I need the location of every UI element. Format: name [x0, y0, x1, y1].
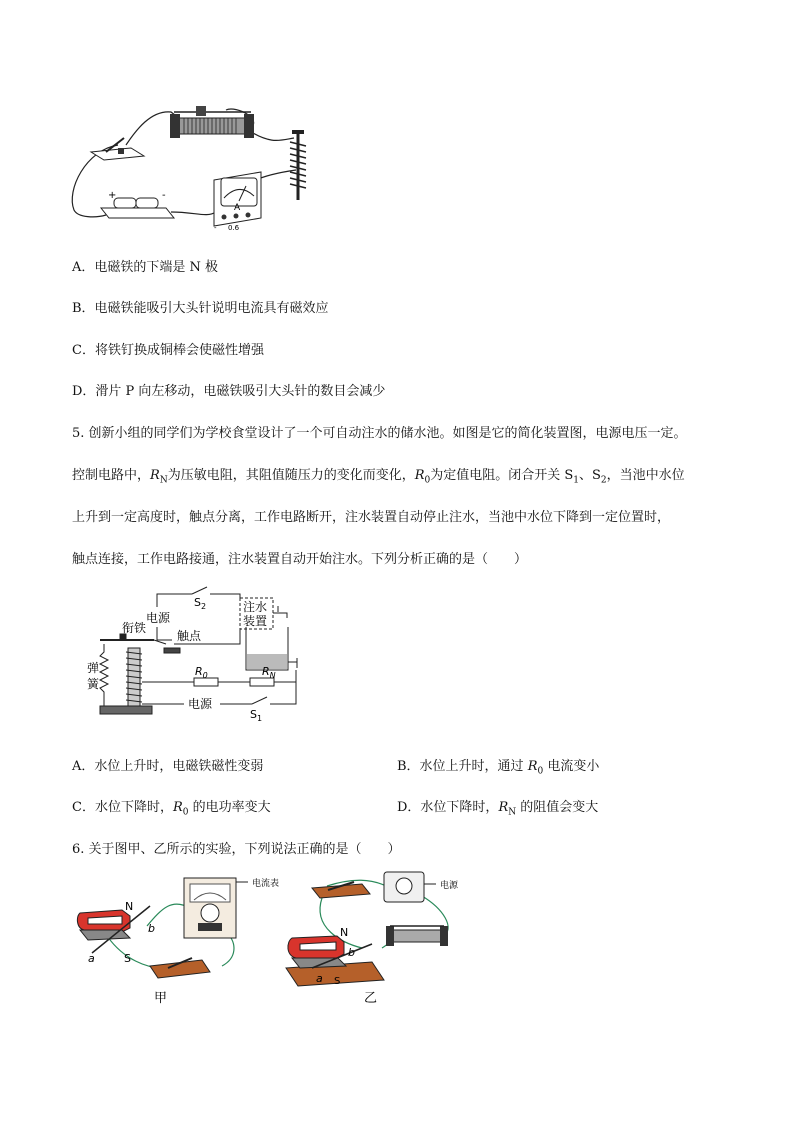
- q5-option-a[interactable]: A．水位上升时，电磁铁磁性变弱: [72, 759, 264, 774]
- q5-s2-sub: 2: [600, 475, 607, 486]
- q5-stem-line4: 触点连接，工作电路接通，注水装置自动开始注水。下列分析正确的是（ ）: [72, 552, 528, 567]
- yi-s-label: S: [334, 976, 341, 987]
- experiment-figures-jia-yi: [72, 868, 482, 1008]
- spring-label-2: 簧: [87, 677, 100, 691]
- battery-minus-label: -: [162, 190, 166, 201]
- contact-label: 触点: [177, 629, 202, 643]
- figure-jia: [77, 877, 279, 1006]
- working-power-label: 电源: [146, 611, 171, 625]
- option-sub: 0: [182, 807, 189, 818]
- jia-b-label: b: [148, 922, 155, 935]
- q4-option-b[interactable]: B．电磁铁能吸引大头针说明电流具有磁效应: [72, 301, 329, 316]
- spring-label-1: 弹: [87, 661, 100, 675]
- option-sub: 0: [537, 766, 544, 777]
- option-text: B．水位上升时，通过: [397, 759, 528, 774]
- q5-option-b[interactable]: [397, 755, 599, 777]
- ammeter-letter: A: [234, 203, 241, 213]
- control-power-label: 电源: [188, 697, 213, 711]
- q5-rn-symbol: R: [150, 468, 160, 483]
- q5-r0-symbol: R: [414, 468, 425, 483]
- q5-text: 控制电路中，: [72, 468, 151, 483]
- water-tank-circuit-figure: [82, 582, 322, 722]
- q5-text: 、S: [579, 468, 601, 483]
- ammeter-minus-label: -: [214, 224, 217, 232]
- q4-option-c[interactable]: C．将铁钉换成铜棒会使磁性增强: [72, 343, 264, 358]
- battery-pack: [101, 190, 174, 218]
- option-symbol: R: [172, 800, 183, 815]
- option-text: C．水位下降时，: [72, 800, 173, 815]
- q5-text: ，当池中水位: [606, 468, 685, 483]
- rn-label: $R_N$: [262, 665, 276, 680]
- q5-option-c[interactable]: [72, 796, 271, 818]
- iron-nail-electromagnet: [290, 130, 306, 200]
- option-text: 电流变小: [543, 759, 600, 774]
- q5-stem-line3: 上升到一定高度时，触点分离，工作电路断开，注水装置自动停止注水，当池中水位下降到一定位置时，: [72, 510, 671, 525]
- yi-power-label: 电源: [440, 881, 459, 891]
- jia-a-label: a: [88, 952, 95, 965]
- yi-a-label: a: [316, 972, 323, 985]
- r0-label: $R_0$: [195, 665, 208, 680]
- q5-text: 为压敏电阻，其阻值随压力的变化而变化，: [167, 468, 415, 483]
- inject-device-label-2: 装置: [243, 614, 268, 628]
- q4-option-d[interactable]: D．滑片 P 向左移动，电磁铁吸引大头针的数目会减少: [72, 384, 386, 399]
- ammeter: [214, 172, 261, 232]
- q5-text: 为定值电阻。闭合开关 S: [430, 468, 574, 483]
- jia-s-label: S: [124, 952, 131, 965]
- s2-label: $S_2$: [194, 596, 207, 611]
- inject-device-label-1: 注水: [243, 600, 268, 614]
- q5-stem-line2: [72, 464, 685, 486]
- yi-b-label: b: [348, 946, 355, 959]
- option-text: 的阻值会变大: [516, 800, 599, 815]
- option-symbol: R: [498, 800, 509, 815]
- s1-label: $S_1$: [250, 708, 263, 722]
- q6-stem: 6. 关于图甲、乙所示的实验，下列说法正确的是（ ）: [72, 842, 401, 857]
- caption-jia: 甲: [154, 991, 168, 1006]
- q4-option-a[interactable]: A．电磁铁的下端是 N 极: [72, 260, 219, 275]
- armature-label: 衔铁: [122, 621, 147, 635]
- q5-option-d[interactable]: [397, 796, 598, 818]
- yi-n-label: N: [340, 926, 349, 939]
- knife-switch: [91, 138, 144, 160]
- q5-rn-sub: N: [159, 475, 168, 486]
- option-symbol: R: [527, 759, 538, 774]
- ammeter-scale-label: 0.6: [228, 224, 240, 232]
- electromagnet-circuit-figure: [66, 100, 326, 235]
- option-text: 的电功率变大: [188, 800, 271, 815]
- caption-yi: 乙: [364, 991, 378, 1006]
- jia-ammeter-label: 电流表: [252, 879, 280, 889]
- option-sub: N: [508, 807, 517, 818]
- q5-s1-sub: 1: [573, 475, 580, 486]
- jia-n-label: N: [125, 900, 134, 913]
- q5-stem-line1: 5. 创新小组的同学们为学校食堂设计了一个可自动注水的储水池。如图是它的简化装置图，电源电压一定。: [72, 426, 687, 441]
- q5-r0-sub: 0: [424, 475, 431, 486]
- figure-yi: [286, 872, 459, 1006]
- battery-plus-label: +: [108, 190, 117, 201]
- option-text: D．水位下降时，: [397, 800, 499, 815]
